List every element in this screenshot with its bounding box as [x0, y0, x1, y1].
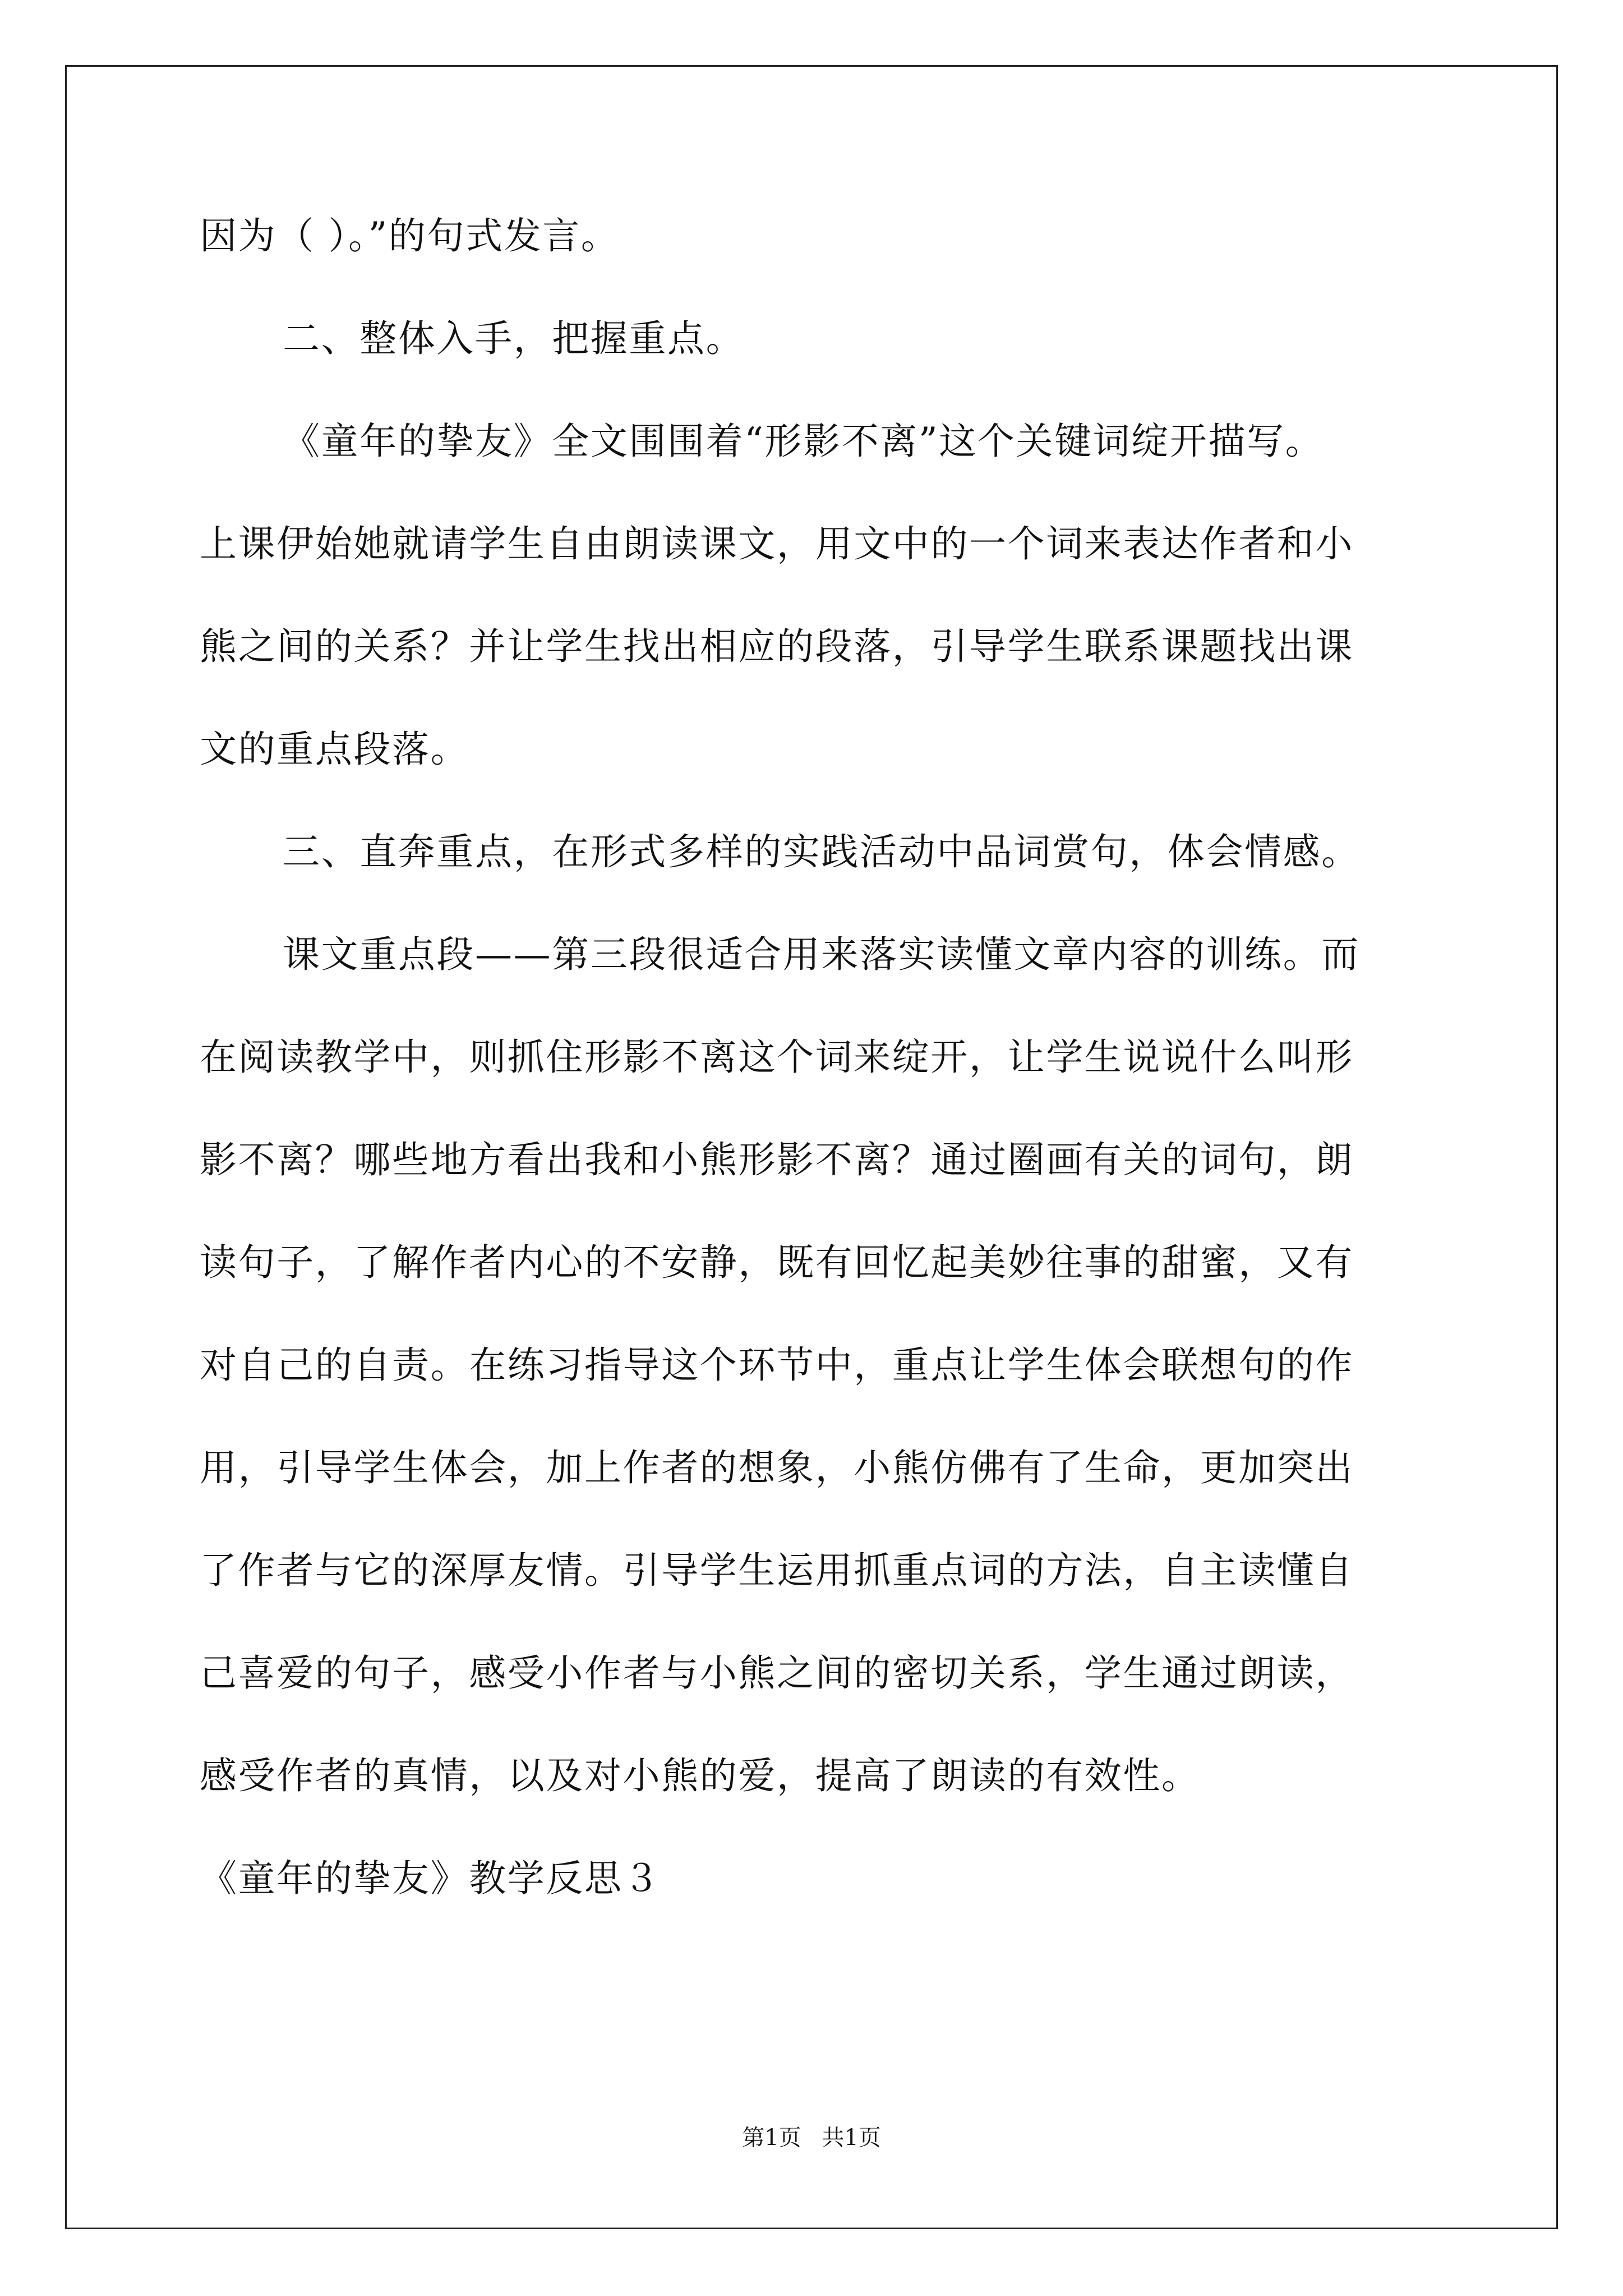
text-line: 熊之间的关系？并让学生找出相应的段落，引导学生联系课题找出课 — [200, 625, 1354, 668]
text-line: 课文重点段——第三段很适合用来落实读懂文章内容的训练。而 — [283, 933, 1360, 976]
page-footer — [0, 2124, 1623, 2151]
document-body — [200, 216, 1433, 1961]
text-line: 《童年的挚友》全文围围着“形影不离”这个关键词绽开描写。 — [283, 420, 1324, 463]
text-line: 感受作者的真情，以及对小熊的爱，提高了朗读的有效性。 — [200, 1754, 1200, 1797]
section-heading: 二、整体入手，把握重点。 — [283, 317, 745, 360]
text-line: 因为（ ）。”的句式发言。 — [200, 214, 620, 257]
text-line: 影不离？哪些地方看出我和小熊形影不离？通过圈画有关的词句，朗 — [200, 1138, 1354, 1181]
text-line: 己喜爱的句子，感受小作者与小熊之间的密切关系，学生通过朗读， — [200, 1651, 1354, 1695]
text-line: 了作者与它的深厚友情。引导学生运用抓重点词的方法，自主读懂自 — [200, 1549, 1354, 1592]
text-line: 文的重点段落。 — [200, 728, 469, 771]
section-heading: 三、直奔重点，在形式多样的实践活动中品词赏句，体会情感。 — [283, 830, 1360, 873]
page-total: 共1页 — [822, 2125, 881, 2151]
text-line: 读句子，了解作者内心的不安静，既有回忆起美妙往事的甜蜜，又有 — [200, 1241, 1354, 1284]
page-number: 第1页 — [742, 2125, 801, 2151]
article-title: 《童年的挚友》教学反思３ — [200, 1857, 662, 1900]
text-line: 用，引导学生体会，加上作者的想象，小熊仿佛有了生命，更加突出 — [200, 1446, 1354, 1489]
text-line: 上课伊始她就请学生自由朗读课文，用文中的一个词来表达作者和小 — [200, 522, 1354, 565]
text-line: 在阅读教学中，则抓住形影不离这个词来绽开，让学生说说什么叫形 — [200, 1036, 1354, 1079]
text-line: 对自己的自责。在练习指导这个环节中，重点让学生体会联想句的作 — [200, 1343, 1354, 1387]
